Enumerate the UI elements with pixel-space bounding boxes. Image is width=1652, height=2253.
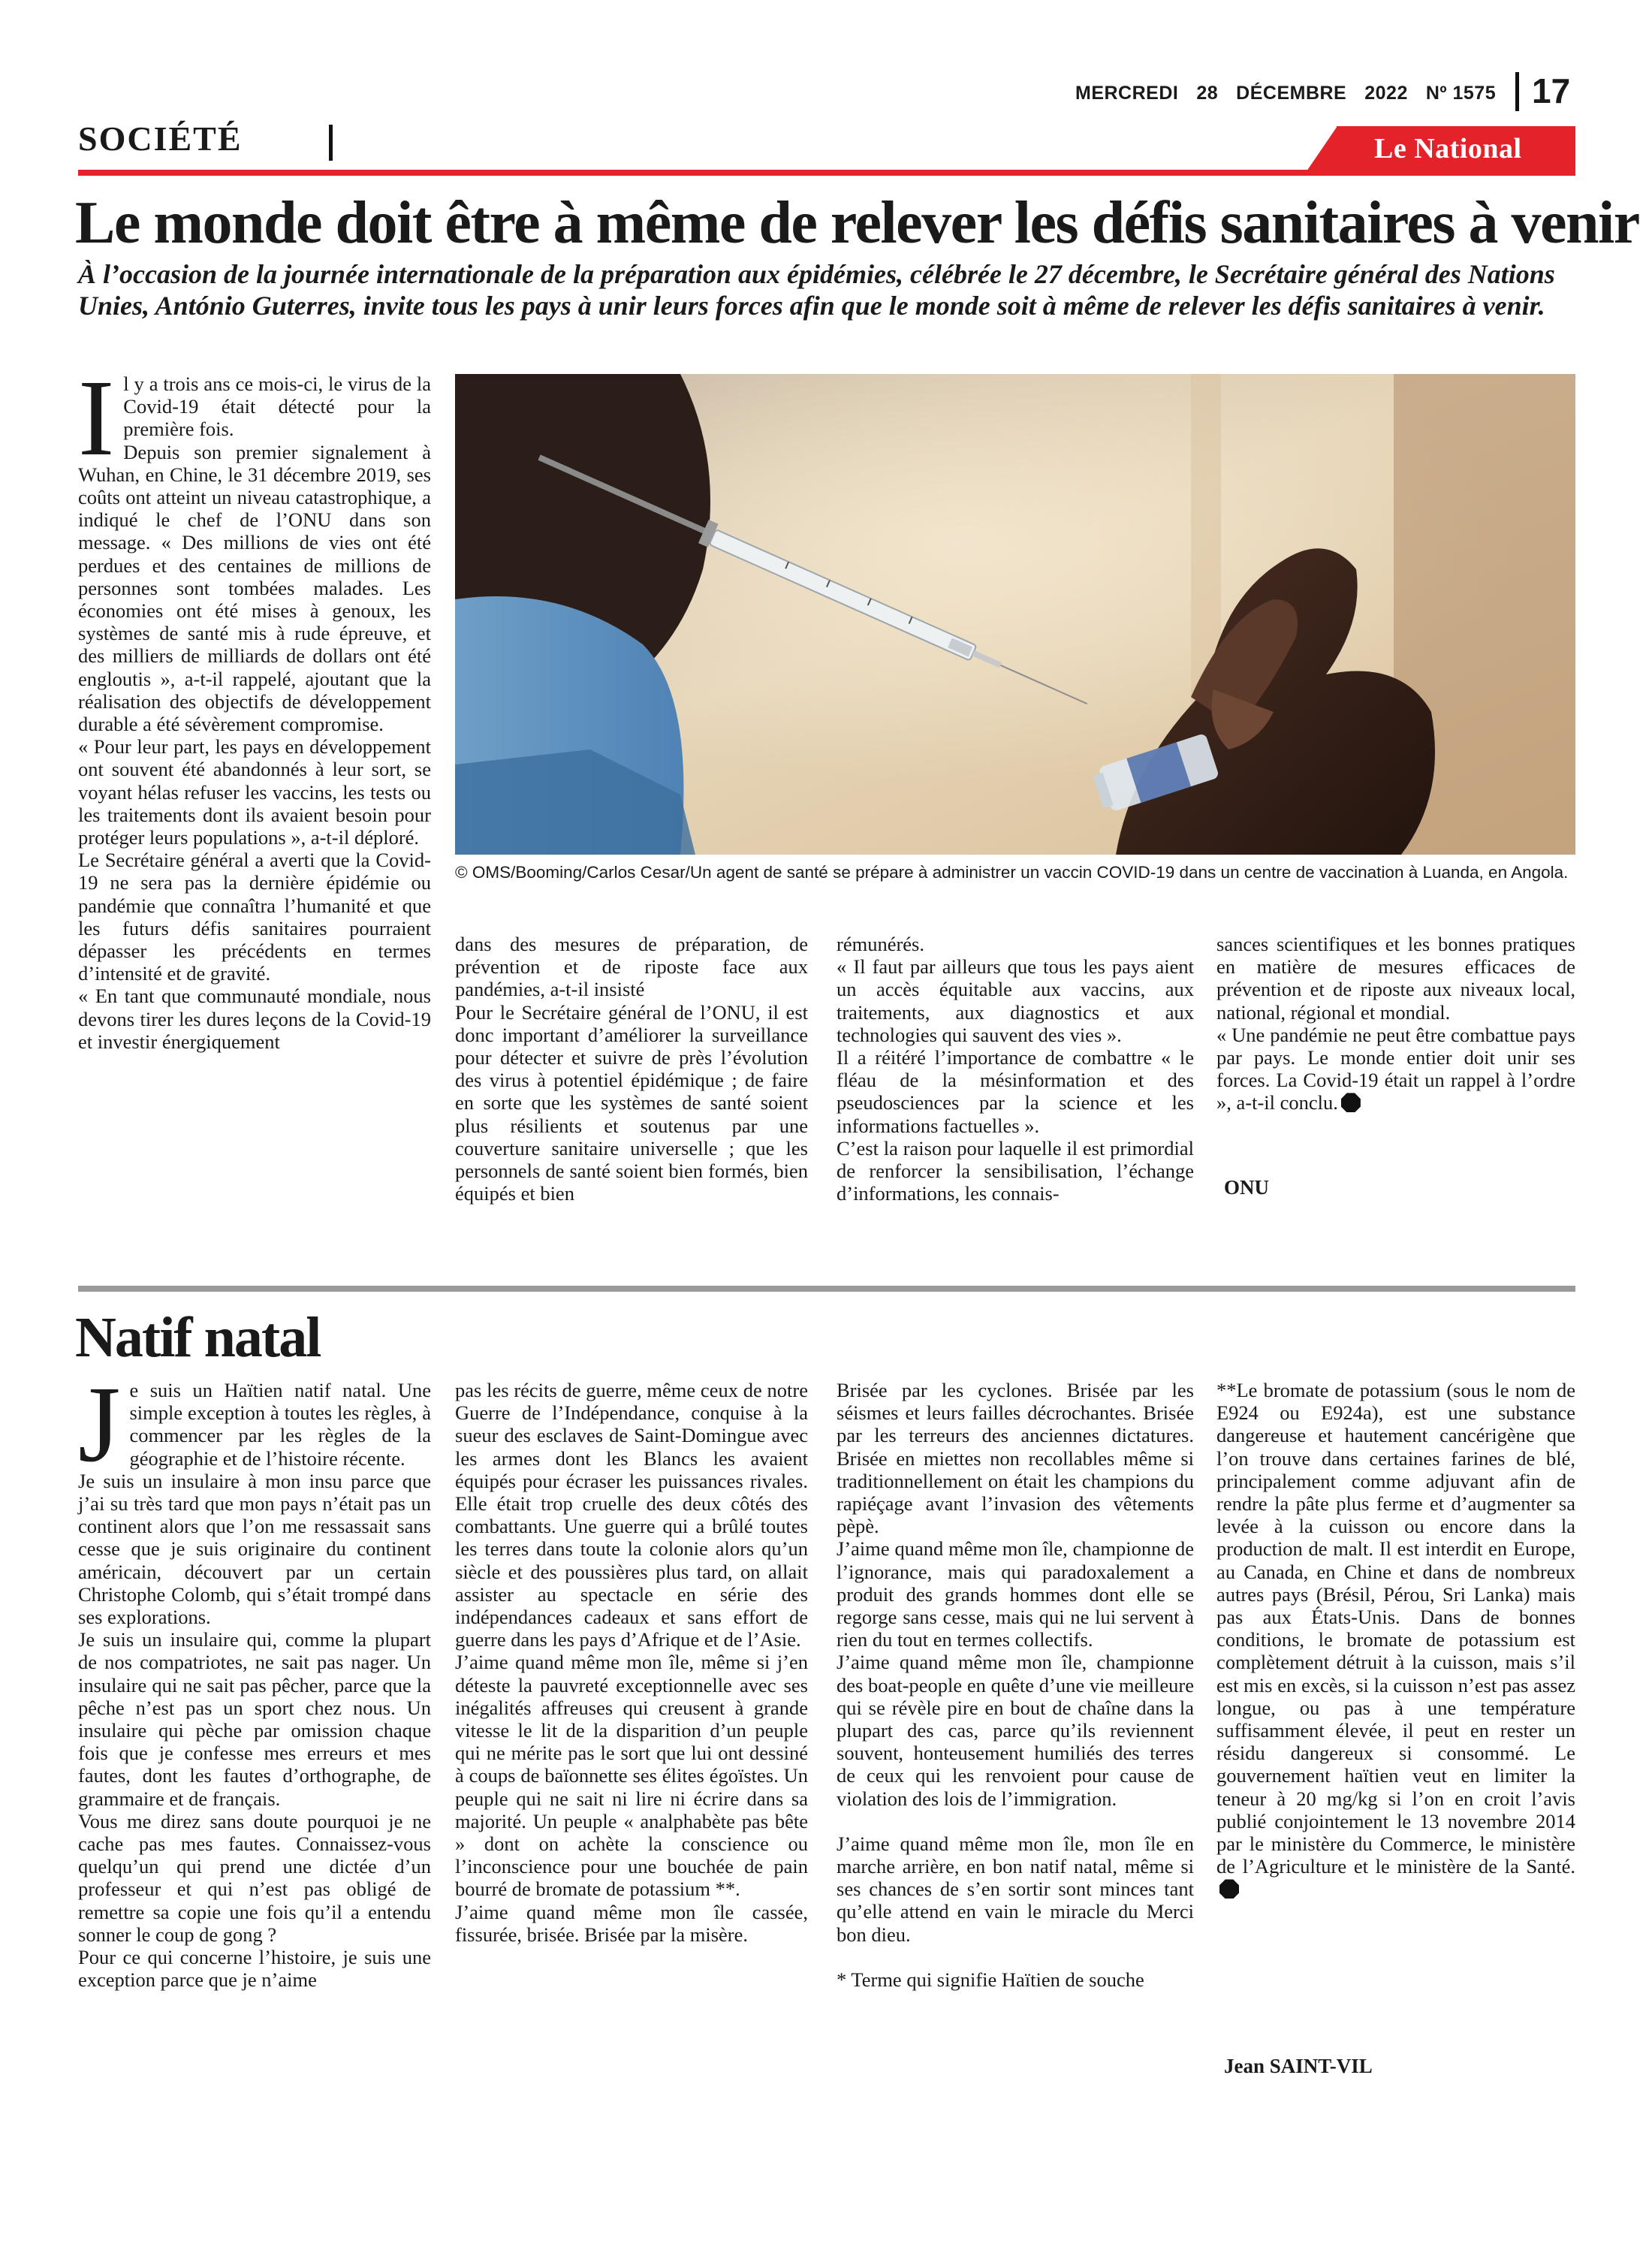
paragraph bbox=[1216, 1024, 1575, 1114]
date-line bbox=[1075, 83, 1514, 104]
month: DÉCEMBRE bbox=[1236, 83, 1347, 104]
paragraph: Depuis son premier signalement à Wuhan, en Chine, le 31 décembre 2019, ses coûts ont atteint un niveau catastrophique, a indiqué le chef de l’ONU dans son message. « Des millions de vies ont été perdues et des centaines de millions de personnes sont tombées malades. Les économies ont été mises à genoux, les systèmes de santé mis à rude épreuve, et des milliers de milliards de dollars ont été engloutis », a-t-il rappelé, ajoutant que la réalisation des objectifs de développement durable a été sévèrement compromise. bbox=[78, 440, 431, 736]
photo-caption: © OMS/Booming/Carlos Cesar/Un agent de santé se prépare à administrer un vaccin COVID-19 dans un centre de vaccination à Luanda, en Angola. bbox=[455, 863, 1569, 882]
year: 2022 bbox=[1364, 83, 1408, 104]
paragraph: J’aime quand même mon île, championne des boat-people en quête d’une vie meilleure qui se révèle pire en bout de chaîne dans la plupart des cas, parce qu’ils reviennent souvent, honteusement humiliés des terres de ceux qui les renvoient pour cause de violation des lois de l’immigration. bbox=[837, 1651, 1194, 1810]
header-rule bbox=[78, 170, 1575, 176]
brand-tab-slant bbox=[1307, 126, 1337, 171]
article1-signature: ONU bbox=[1224, 1176, 1269, 1199]
article2-title: Natif natal bbox=[75, 1306, 321, 1369]
paragraph: Le Secrétaire général a averti que la Covid-19 ne sera pas la dernière épidémie ou pandémie que connaîtra l’humanité et que les futurs défis sanitaires pourraient dépasser les précédents en termes d’intensité et de gravité. bbox=[78, 849, 431, 985]
page-number: 17 bbox=[1532, 71, 1571, 110]
paragraph: Je suis un insulaire à mon insu parce que j’ai su très tard que mon pays n’était pas un continent alors que l’on me ressassait sans cesse que je suis originaire du continent américain, découvert par un certain Christophe Colomb, qui s’était trompé dans ses explorations. bbox=[78, 1469, 431, 1629]
drop-cap: I bbox=[78, 358, 115, 478]
article-standfirst: À l’occasion de la journée internationale de la préparation aux épidémies, célébrée le 27 décembre, le Secrétaire général des Nations Unies, António Guterres, invite tous les pays à unir leurs forces afin que le monde soit à même de relever les défis sanitaires à venir. bbox=[78, 259, 1555, 321]
paragraph: J’aime quand même mon île, championne de l’ignorance, mais qui paradoxalement a produit des grands hommes dont elle se regorge sans cesse, mais qui ne lui servent à rien du tout en termes collectifs. bbox=[837, 1537, 1194, 1651]
article-headline: Le monde doit être à même de relever les défis sanitaires à venir bbox=[75, 190, 1639, 256]
paragraph: e suis un Haïtien natif natal. Une simple exception à toutes les règles, à commencer par les règles de la géographie et de l’histoire récente. bbox=[129, 1379, 431, 1470]
drop-cap: J bbox=[78, 1365, 121, 1485]
vaccine-syringe-photo bbox=[455, 374, 1575, 855]
article1-column-4 bbox=[1216, 933, 1575, 1114]
section-divider bbox=[329, 125, 333, 161]
paragraph: J’aime quand même mon île, même si j’en déteste la pauvreté exceptionnelle avec ses inégalités affreuses qui creusent à grande vitesse le lit de la disparition d’un peuple qui ne mérite pas le sort que lui ont dessiné à coups de baïonnette ses élites égoïstes. Un peuple qui ne sait ni lire ni écrire dans sa majorité. Un peuple « analphabète pas bête » dont on achète la conscience ou l’inconscience pour une bouchée de pain bourré de bromate de potassium **. bbox=[455, 1651, 808, 1901]
paragraph: Pour le Secrétaire général de l’ONU, il est donc important d’améliorer la surveillance pour détecter et suivre de près l’évolution des virus à potentiel épidémique ; de faire en sorte que les systèmes de santé soient plus résilients et soutenus par une couverture sanitaire universelle ; que les personnels de santé soient bien formés, bien équipés et bien bbox=[455, 1000, 808, 1205]
article1-column-1 bbox=[78, 358, 431, 1053]
paragraph: Brisée par les cyclones. Brisée par les séismes et leurs failles décrochantes. Brisée par les terreurs des anciennes dictatures. Brisée en miettes non recollables même si traditionnellement on était les champions du rapiéçage avant l’invasion des vêtements pèpè. bbox=[837, 1379, 1194, 1538]
article2-column-4 bbox=[1216, 1379, 1575, 1901]
article2-column-3 bbox=[837, 1379, 1194, 1991]
footnote: * Terme qui signifie Haïtien de souche bbox=[837, 1968, 1144, 1991]
page-number-separator bbox=[1515, 72, 1519, 111]
paragraph: sances scientifiques et les bonnes pratiques en matière de mesures efficaces de prévention et de riposte aux niveaux local, national, régional et mondial. bbox=[1216, 933, 1575, 1024]
end-of-article-mark bbox=[1341, 1093, 1361, 1112]
article1-column-3 bbox=[837, 933, 1194, 1205]
article2-column-2 bbox=[455, 1379, 808, 1946]
weekday: MERCREDI bbox=[1075, 83, 1179, 104]
paragraph: Il a réitéré l’importance de combattre « le fléau de la mésinformation et des pseudosciences par la science et les informations factuelles ». bbox=[837, 1046, 1194, 1137]
closing-paragraph-text: « Une pandémie ne peut être combattue pays par pays. Le monde entier doit unir ses forces. La Covid-19 était un rappel à l’ordre », a-t-il conclu. bbox=[1216, 1023, 1575, 1114]
article1-column-2 bbox=[455, 933, 808, 1205]
section-title: SOCIÉTÉ bbox=[78, 119, 243, 158]
paragraph: J’aime quand même mon île cassée, fissurée, brisée. Brisée par la misère. bbox=[455, 1900, 808, 1946]
paragraph: rémunérés. bbox=[837, 933, 924, 955]
photo-illustration bbox=[455, 374, 1575, 855]
paragraph: « Il faut par ailleurs que tous les pays aient un accès équitable aux vaccins, aux traitements, aux diagnostics et aux technologies qui sauvent des vies ». bbox=[837, 955, 1194, 1046]
paragraph-gap bbox=[837, 1946, 1194, 1968]
footnote-text: **Le bromate de potassium (sous le nom de E924 ou E924a), est une substance dangereuse et hautement cancérigène que l’on trouve dans certaines farines de blé, principalement comme adjuvant afin de rendre la pâte plus ferme et d’augmenter sa levée à la cuisson ou encore dans la production de malt. Il est interdit en Europe, au Canada, en Chine et dans de nombreux autres pays (Brésil, Pérou, Sri Lanka) mais pas aux États-Unis. Dans de bonnes conditions, le bromate de potassium est complètement détruit à la cuisson, mais s’il est mis en excès, si la cuisson n’est pas assez longue, ou pas à une température suffisamment élevée, il peut en rester un résidu dangereux si consommé. Le gouvernement haïtien veut en limiter la teneur à 20 mg/kg si l’on en croit l’avis publié conjointement le 13 novembre 2014 par le ministère du Commerce, le ministère de l’Agriculture et le ministère de la Santé. bbox=[1216, 1379, 1575, 1878]
issue-number: Nº 1575 bbox=[1425, 83, 1497, 104]
paragraph: pas les récits de guerre, même ceux de notre Guerre de l’Indépendance, conquise à la sueur des esclaves de Saint-Domingue avec les armes dont les Blancs les avaient équipés pour écraser les puissances rivales. Elle était trop cruelle des deux côtés des combattants. Une guerre qui a brûlé toutes les terres dans toute la colonie alors qu’un siècle et des poussières plus tard, on allait assister au spectacle en série des indépendances cadeaux et sans effort de guerre dans les pays d’Afrique et de l’Asie. bbox=[455, 1379, 808, 1651]
newspaper-name: Le National bbox=[1374, 133, 1522, 164]
end-of-article-mark bbox=[1219, 1879, 1239, 1899]
article-separator-rule bbox=[78, 1286, 1575, 1292]
paragraph: l y a trois ans ce mois-ci, le virus de la Covid-19 était détecté pour la première fois. bbox=[123, 372, 431, 441]
paragraph: Vous me direz sans doute pourquoi je ne cache pas mes fautes. Connaissez-vous quelqu’un qui prend une dictée d’un professeur et qui n’est pas obligé de remettre sa copie une fois qu’il a entendu sonner le coup de gong ? bbox=[78, 1809, 431, 1946]
article2-column-1 bbox=[78, 1365, 431, 1992]
paragraph: J’aime quand même mon île, mon île en marche arrière, en bon natif natal, même si ses chances de s’en sortir sont minces tant qu’elle attend en vain le miracle du Merci bon dieu. bbox=[837, 1832, 1194, 1946]
paragraph: « En tant que communauté mondiale, nous devons tirer les dures leçons de la Covid-19 et investir énergiquement bbox=[78, 985, 431, 1053]
paragraph bbox=[1216, 1379, 1575, 1901]
paragraph: Je suis un insulaire qui, comme la plupart de nos compatriotes, ne sait pas nager. Un insulaire qui ne sait pas pêcher, parce que la pêche n’est pas un sport chez nous. Un insulaire qui pèche par omission chaque fois que je confesse mes erreurs et mes fautes, dont les fautes d’orthographe, de grammaire et de français. bbox=[78, 1628, 431, 1810]
article2-signature: Jean SAINT-VIL bbox=[1224, 2055, 1373, 2077]
paragraph: dans des mesures de préparation, de prévention et de riposte face aux pandémies, a-t-il insisté bbox=[455, 933, 808, 1001]
paragraph-gap bbox=[837, 1810, 1194, 1832]
paragraph: C’est la raison pour laquelle il est primordial de renforcer la sensibilisation, l’échange d’informations, les connais- bbox=[837, 1136, 1194, 1205]
paragraph: « Pour leur part, les pays en développement ont souvent été abandonnés à leur sort, se voyant hélas refuser les vaccins, les tests ou les traitements dont ils avaient besoin pour protéger leurs populations », a-t-il déploré. bbox=[78, 735, 431, 849]
paragraph: Pour ce qui concerne l’histoire, je suis une exception parce que je n’aime bbox=[78, 1946, 431, 1992]
day-number: 28 bbox=[1196, 83, 1219, 104]
